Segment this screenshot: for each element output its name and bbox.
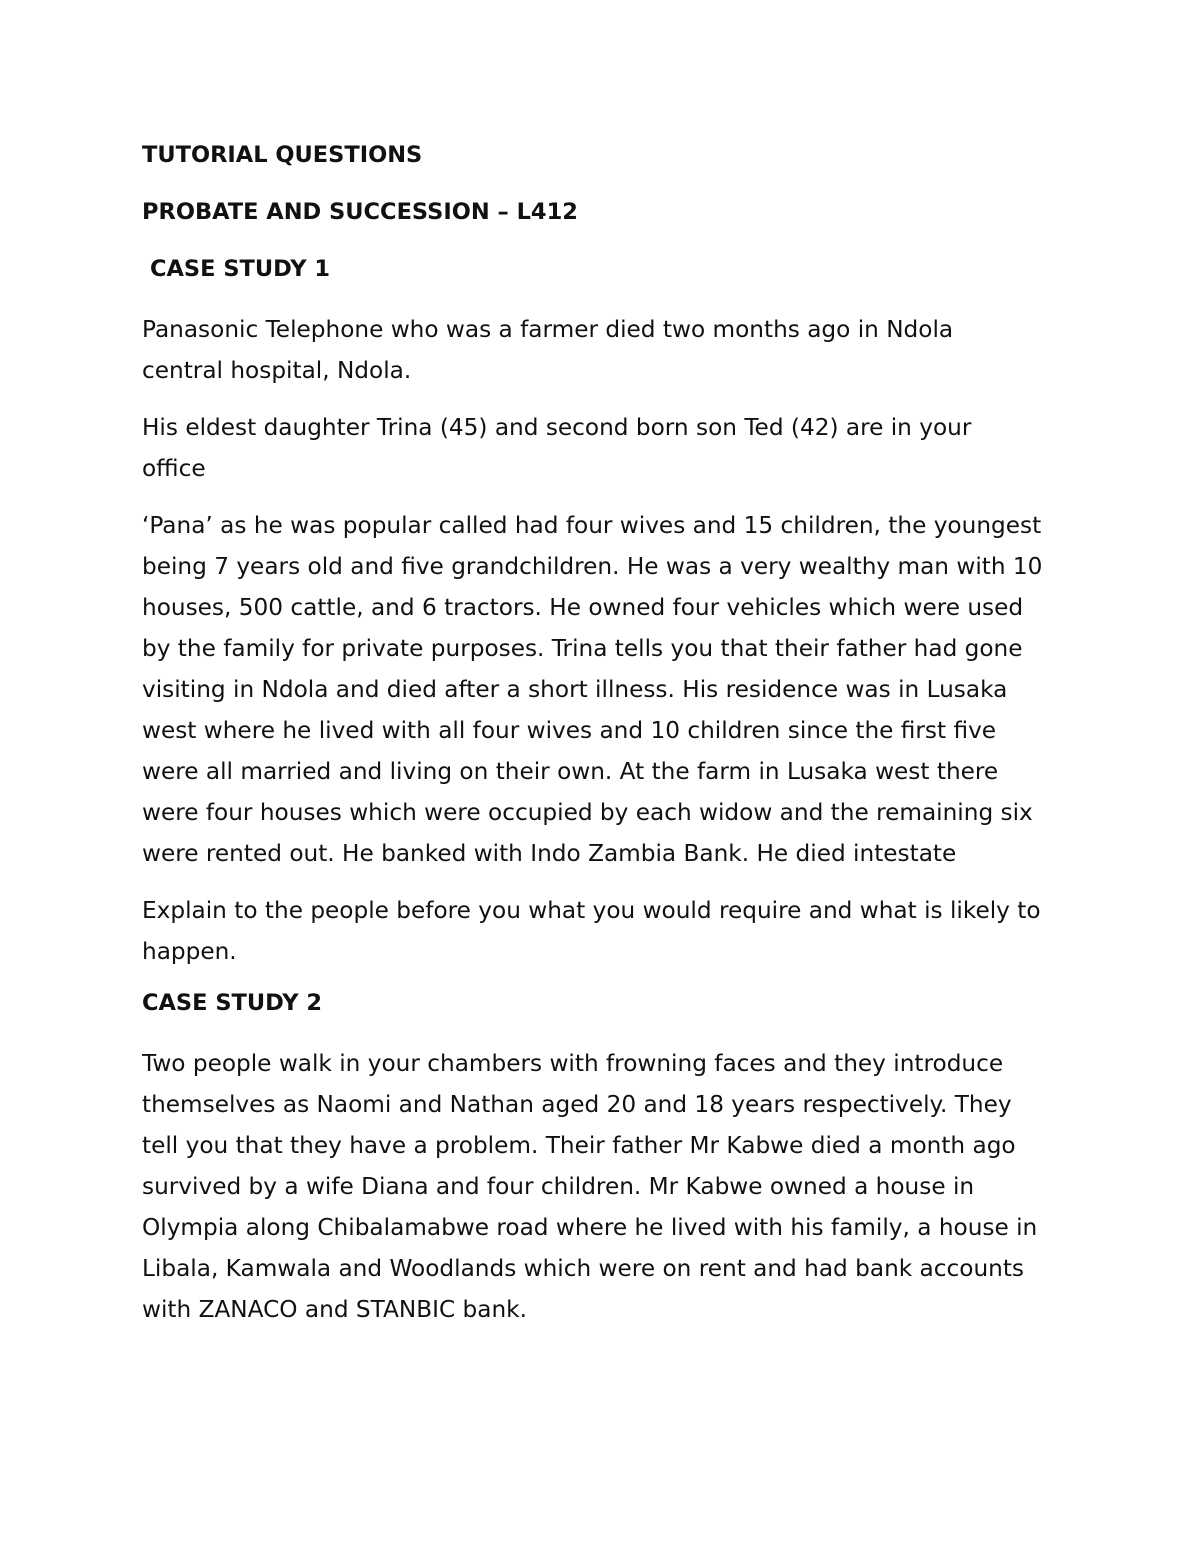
text-line: tell you that they have a problem. Their father Mr Kabwe died a month ago — [142, 1132, 1016, 1159]
text-line: Explain to the people before you what you would require and what is likely to — [142, 897, 1041, 924]
document-page — [142, 138, 1072, 1346]
case-study-1-paragraph-1 — [142, 309, 1072, 391]
text-line: survived by a wife Diana and four children. Mr Kabwe owned a house in — [142, 1173, 975, 1200]
text-line: ‘Pana’ as he was popular called had four wives and 15 children, the youngest — [142, 512, 1042, 539]
text-line: were four houses which were occupied by each widow and the remaining six — [142, 799, 1033, 826]
case-study-1-paragraph-3 — [142, 505, 1072, 874]
text-line: west where he lived with all four wives and 10 children since the first five — [142, 717, 997, 744]
text-line: happen. — [142, 938, 237, 965]
text-line: with ZANACO and STANBIC bank. — [142, 1296, 527, 1323]
text-line: Panasonic Telephone who was a farmer died two months ago in Ndola — [142, 316, 954, 343]
text-line: office — [142, 455, 206, 482]
text-line: Olympia along Chibalamabwe road where he lived with his family, a house in — [142, 1214, 1038, 1241]
case-study-1-heading: CASE STUDY 1 — [150, 256, 330, 282]
text-line: were rented out. He banked with Indo Zambia Bank. He died intestate — [142, 840, 957, 867]
case-study-1-paragraph-4 — [142, 890, 1072, 972]
course-title: PROBATE AND SUCCESSION – L412 — [142, 199, 578, 225]
document-title: TUTORIAL QUESTIONS — [142, 142, 423, 168]
case-study-2-paragraph-1 — [142, 1043, 1072, 1330]
case-study-2-heading: CASE STUDY 2 — [142, 990, 322, 1016]
text-line: Two people walk in your chambers with frowning faces and they introduce — [142, 1050, 1004, 1077]
text-line: being 7 years old and five grandchildren. He was a very wealthy man with 10 — [142, 553, 1043, 580]
text-line: were all married and living on their own. At the farm in Lusaka west there — [142, 758, 999, 785]
text-line: His eldest daughter Trina (45) and second born son Ted (42) are in your — [142, 414, 972, 441]
case-study-1-paragraph-2 — [142, 407, 1072, 489]
text-line: visiting in Ndola and died after a short illness. His residence was in Lusaka — [142, 676, 1008, 703]
text-line: houses, 500 cattle, and 6 tractors. He owned four vehicles which were used — [142, 594, 1024, 621]
text-line: Libala, Kamwala and Woodlands which were on rent and had bank accounts — [142, 1255, 1025, 1282]
text-line: central hospital, Ndola. — [142, 357, 412, 384]
text-line: themselves as Naomi and Nathan aged 20 and 18 years respectively. They — [142, 1091, 1012, 1118]
text-line: by the family for private purposes. Trina tells you that their father had gone — [142, 635, 1023, 662]
